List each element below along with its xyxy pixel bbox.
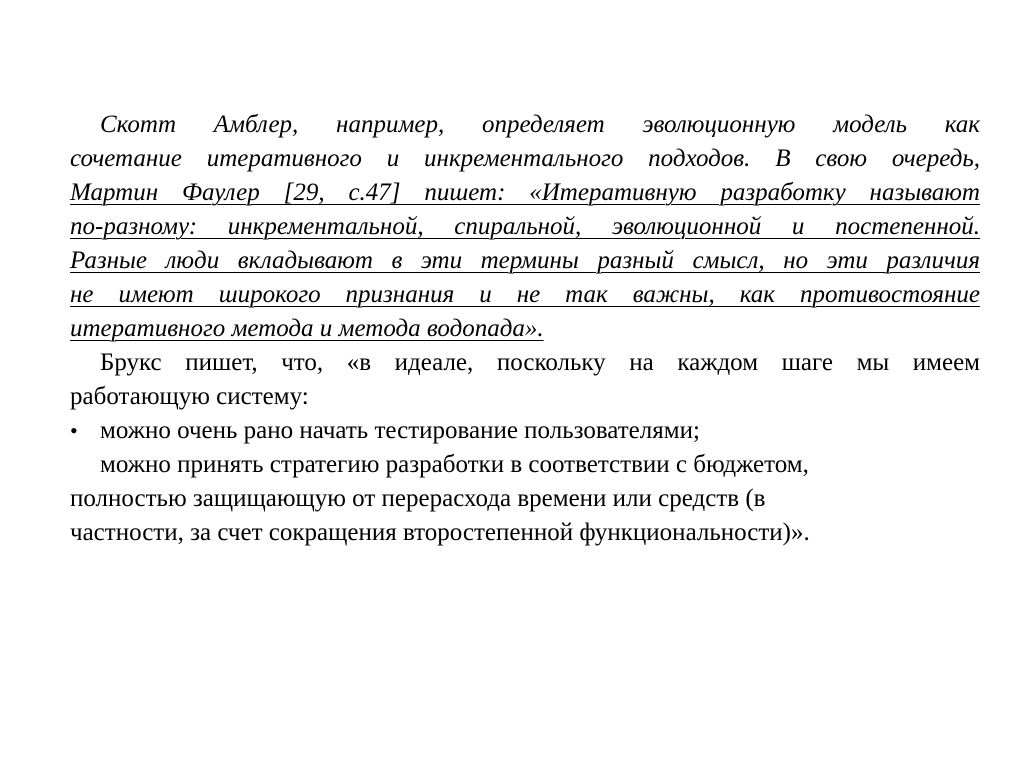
underlined-text-line <box>70 210 980 244</box>
underlined-span: итеративного метода и метода водопада». <box>70 315 544 342</box>
paragraph-budget <box>70 448 980 550</box>
text-line: Скотт Амблер, например, определяет эволюционную модель как <box>100 111 980 138</box>
underlined-text-line <box>70 278 980 312</box>
text-line: Брукс пишет, что, «в идеале, поскольку на каждом шаге мы имеем <box>100 349 980 376</box>
underlined-text-line <box>70 176 980 210</box>
paragraph-italic-quote <box>70 108 980 346</box>
text-line: сочетание итеративного и инкрементального подходов. В свою очередь, <box>70 145 980 172</box>
bullet-list-item <box>70 414 980 448</box>
underlined-span: Разные люди вкладывают в эти термины разный смысл, но эти различия <box>70 247 980 274</box>
paragraph-brooks <box>70 346 980 414</box>
underlined-span: Мартин Фаулер [29, с.47] пишет: «Итеративную разработку называют <box>70 179 980 206</box>
text-line: работающую систему: <box>70 383 309 410</box>
bullet-icon: • <box>70 418 78 443</box>
underlined-text-line <box>70 312 980 346</box>
text-line: частности, за счет сокращения второстепенной функциональности)». <box>70 519 810 546</box>
text-line: полностью защищающую от перерасхода времени или средств (в <box>70 485 766 512</box>
bullet-text: можно очень рано начать тестирование пользователями; <box>100 417 700 444</box>
underlined-span: по-разному: инкрементальной, спиральной, эволюционной и постепенной. <box>70 213 980 240</box>
text-line: можно принять стратегию разработки в соответствии с бюджетом, <box>100 451 809 478</box>
underlined-text-line <box>70 244 980 278</box>
document-page <box>70 108 980 550</box>
underlined-span: не имеют широкого признания и не так важны, как противостояние <box>70 281 980 308</box>
